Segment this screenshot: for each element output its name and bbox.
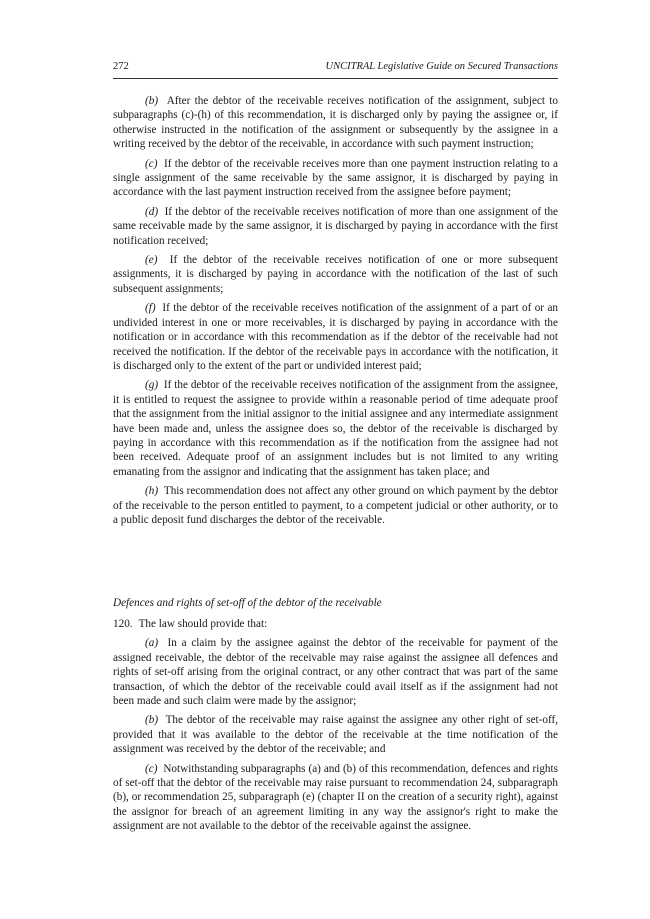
paragraph-label: (g) xyxy=(145,379,159,392)
paragraph-text: If the debtor of the receivable receives more than one payment instruction relating to a single assignment of the same receivable by the same assignor, it is discharged by paying in accordance with the last payment instruction received from the assignee before payment; xyxy=(113,157,559,199)
recommendation-intro-text: The law should provide that: xyxy=(138,618,268,630)
paragraph-b2 xyxy=(113,713,558,756)
running-title: UNCITRAL Legislative Guide on Secured Transactions xyxy=(325,61,558,72)
paragraph-text: The debtor of the receivable may raise against the assignee any other right of set-off, provided that it was available to the debtor of the receivable at the time notification of the assignment was received by the debtor of the receivable; and xyxy=(113,714,559,756)
paragraph-label: (d) xyxy=(145,205,159,218)
paragraph-text: Notwithstanding subparagraphs (a) and (b) of this recommendation, defences and rights of set-off that the debtor of the receivable may raise pursuant to recommendation 24, subparagraph (b), or recommendation 25, subparagraph (e) (chapter II on the creation of a security right), against the assignor for breach of an agreement limiting in any way the assignor's right to make the assignment are not available to the debtor of the receivable against the assignee. xyxy=(113,762,558,833)
paragraph-label: (a) xyxy=(145,637,159,650)
paragraph-e xyxy=(113,253,558,296)
paragraph-h xyxy=(113,484,558,527)
section-heading: Defences and rights of set-off of the debtor of the receivable xyxy=(113,597,382,609)
paragraph-label: (f) xyxy=(145,302,156,315)
paragraph-text: If the debtor of the receivable receives notification of the assignment of a part of or an undivided interest in one or more receivables, it is discharged by paying in accordance with the notification or in accordance with this recommendation as if the debtor of the receivable had not received the notification. If the debtor of the receivable pays in accordance with the notification, it is discharged only to the extent of the part or undivided interest paid; xyxy=(113,302,559,372)
page-number: 272 xyxy=(113,61,129,72)
page-header xyxy=(113,60,558,79)
paragraph-text: If the debtor of the receivable receives notification of the assignment from the assignee, it is entitled to request the assignee to provide within a reasonable period of time adequate proof that the assignment from the initial assignor to the initial assignee and any intermediate assignment have been made and, unless the assignee does so, the debtor of the receivable is discharged by paying in accordance with this recommendation as if the notification from the assignee had not been received. Adequate proof of an assignment includes but is not limited to any writing emanating from the assignor and indicating that the assignment has taken place; and xyxy=(113,379,559,478)
paragraph-b xyxy=(113,94,558,152)
paragraph-f xyxy=(113,301,558,373)
paragraph-text: In a claim by the assignee against the debtor of the receivable for payment of the assigned receivable, the debtor of the receivable may raise against the assignee all defences and rights of set-off arising from the original contract, or any other contract that was part of the same transaction, of which the debtor of the receivable could avail itself as if the assignment had not been made and such claim were made by the assignor; xyxy=(113,637,559,708)
paragraph-d xyxy=(113,205,558,248)
recommendation-intro xyxy=(113,617,558,631)
paragraph-label: (b) xyxy=(145,714,159,727)
paragraph-a xyxy=(113,636,558,708)
paragraph-label: (b) xyxy=(145,95,159,107)
recommendation-body xyxy=(113,94,558,532)
paragraph-g xyxy=(113,378,558,479)
recommendation-120 xyxy=(113,617,558,839)
paragraph-text: This recommendation does not affect any other ground on which payment by the debtor of the receivable to the person entitled to payment, to a competent judicial or other authority, or to a public deposit fund discharges the debtor of the receivable. xyxy=(113,485,559,526)
paragraph-text: If the debtor of the receivable receives notification of one or more subsequent assignments, it is discharged by paying in accordance with the notification of the last of such subsequent assignments; xyxy=(113,254,559,295)
paragraph-label: (c) xyxy=(145,157,158,170)
paragraph-label: (c) xyxy=(145,762,158,775)
paragraph-c2 xyxy=(113,762,558,834)
recommendation-number: 120. xyxy=(113,618,133,630)
paragraph-label: (h) xyxy=(145,485,159,498)
paragraph-text: After the debtor of the receivable receives notification of the assignment, subject to subparagraphs (c)-(h) of this recommendation, it is discharged only by paying the assignee or, if otherwise instructed in the notification of the assignment or subsequently by the assignee in a writing received by the debtor of the receivable, in accordance with such payment instruction; xyxy=(113,95,559,151)
paragraph-text: If the debtor of the receivable receives notification of more than one assignment of the same receivable made by the same assignor, it is discharged by paying in accordance with the first notification received; xyxy=(113,205,559,247)
paragraph-label: (e) xyxy=(145,254,158,267)
paragraph-c xyxy=(113,157,558,200)
